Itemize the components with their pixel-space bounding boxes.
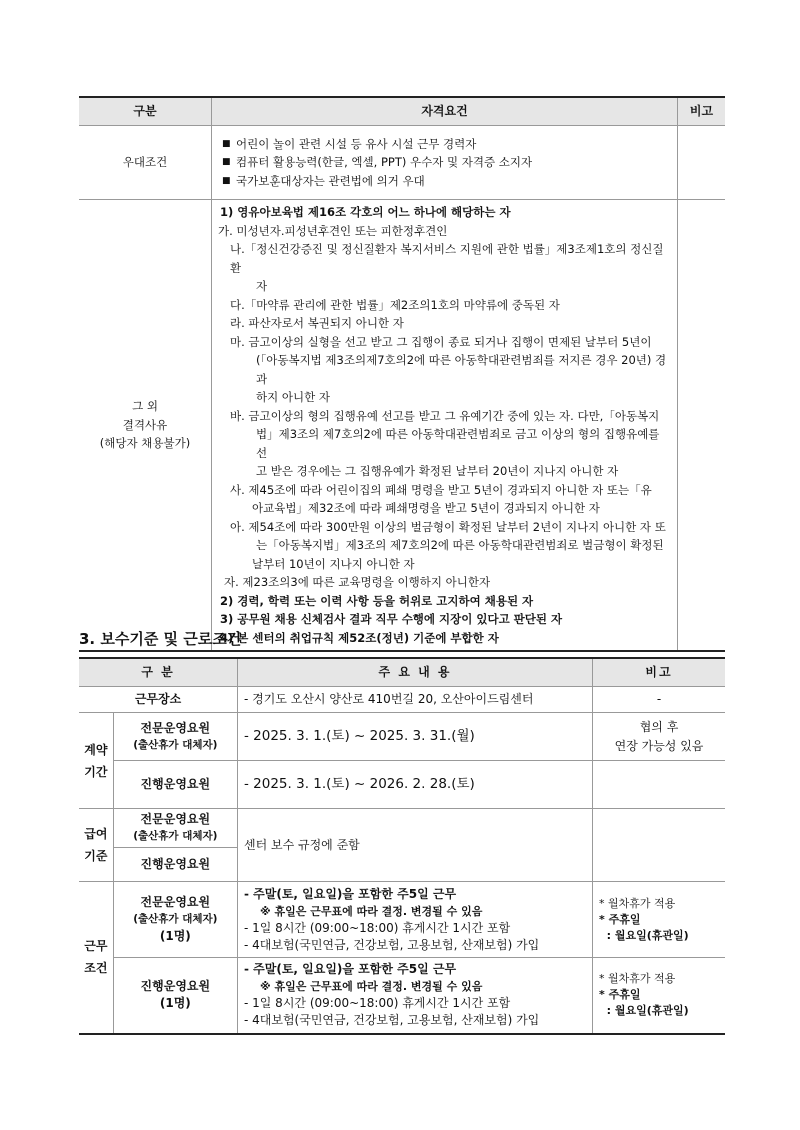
work-line: - 4대보험(국민연금, 건강보험, 고용보험, 산재보험) 가입 <box>244 937 540 952</box>
preferred-label: 우대조건 <box>79 126 212 200</box>
sub-item-ja: 자. 제23조의3에 따른 교육명령을 이행하지 아니한자 <box>224 575 491 589</box>
group-label-line: 계약 <box>84 742 108 757</box>
contract-row-pro <box>79 713 725 761</box>
header-note: 비고 <box>593 658 726 687</box>
table-header-row <box>79 658 725 687</box>
contract-period-prog: - 2025. 3. 1.(토) ~ 2026. 2. 28.(토) <box>238 761 593 809</box>
disqualify-label <box>79 200 212 652</box>
work-group-label <box>79 882 113 1034</box>
salary-role-prog: 진행운영요원 <box>113 848 237 882</box>
group-label-line: 기준 <box>84 849 108 863</box>
disqualify-label-line: 결격사유 <box>122 417 168 432</box>
contract-row-prog <box>79 761 725 809</box>
sub-item-line: 나.「정신건강증진 및 정신질환자 복지서비스 지원에 관한 법률」제3조제1호의 정신질환 <box>230 242 664 275</box>
table-header-row <box>79 97 725 126</box>
role-sub: (출산휴가 대체자) <box>133 738 218 751</box>
disqualify-label-line: 그 외 <box>132 399 158 414</box>
disqualify-item-4: 4) 본 센터의 취업규칙 제52조(정년) 기준에 부합한 자 <box>220 630 499 645</box>
sub-item-line: 고 받은 경우에는 그 집행유예가 확정된 날부터 20년이 지나지 아니한 자 <box>256 464 619 478</box>
list-item: ■ 컴퓨터 활용능력(한글, 엑셀, PPT) 우수자 및 자격증 소지자 <box>222 153 671 172</box>
contract-period-pro: - 2025. 3. 1.(토) ~ 2025. 3. 31.(월) <box>238 713 593 761</box>
group-label-line: 기간 <box>84 764 108 779</box>
workplace-label: 근무장소 <box>79 687 238 713</box>
work-line: - 4대보험(국민연금, 건강보험, 고용보험, 산재보험) 가입 <box>244 1013 540 1028</box>
preferred-row <box>79 126 725 200</box>
note-line: * 주휴일 <box>599 912 641 926</box>
role-name: 전문운영요원 <box>140 720 211 735</box>
sub-item-ra: 라. 파산자로서 복권되지 아니한 자 <box>230 316 404 330</box>
note-line: : 월요일(휴관일) <box>599 928 689 942</box>
work-line: - 1일 8시간 (09:00~18:00) 휴게시간 1시간 포함 <box>244 920 511 935</box>
contract-role-pro <box>113 713 237 761</box>
sub-item-line: 아. 제54조에 따라 300만원 이상의 벌금형이 확정된 날부터 2년이 지나지 아니한 자 또 <box>230 519 666 534</box>
sub-item-na <box>220 240 673 296</box>
disqualify-note <box>678 200 726 652</box>
sub-item-line: 아교육법」제32조에 따라 폐쇄명령을 받고 5년이 경과되지 아니한 자 <box>252 501 600 515</box>
sub-item-ma <box>220 333 673 407</box>
sub-item-line: 법」제3조의 제7호의2에 따른 아동학대관련범죄로 금고 이상의 형의 집행유예를 선 <box>256 427 660 460</box>
workplace-value: - 경기도 오산시 양산로 410번길 20, 오산아이드림센터 <box>238 687 593 713</box>
header-requirements: 자격요건 <box>212 97 678 126</box>
role-sub: (출산휴가 대체자) <box>133 913 218 925</box>
sub-item-sa <box>220 481 673 518</box>
work-line: - 주말(토, 일요일)을 포함한 주5일 근무 <box>244 886 457 901</box>
qualification-table <box>79 96 725 652</box>
contract-note-empty <box>593 761 726 809</box>
disqualify-content <box>212 200 678 652</box>
sub-item-line: 하지 아니한 자 <box>256 390 330 404</box>
sub-item-line: 는「아동복지법」제3조의 제7호의2에 따른 아동학대관련범죄로 벌금형이 확정된 <box>256 538 664 552</box>
sub-item-line: 자 <box>256 279 268 293</box>
sub-item-ga: 가. 미성년자.피성년후견인 또는 피한정후견인 <box>218 223 448 238</box>
work-note-pro <box>593 882 726 958</box>
list-item: ■ 국가보훈대상자는 관련법에 의거 우대 <box>222 172 671 191</box>
workplace-note: - <box>593 687 726 713</box>
role-name: 진행운영요원 <box>140 979 211 994</box>
workplace-row <box>79 687 725 713</box>
role-name: 전문운영요원 <box>140 812 211 826</box>
sub-item-a <box>220 518 673 574</box>
header-category: 구 분 <box>79 658 238 687</box>
salary-group-label <box>79 809 113 882</box>
work-role-pro <box>113 882 237 958</box>
preferred-note <box>678 126 726 200</box>
sub-item-line: (「아동복지법 제3조의제7호의2에 따른 아동학대관련범죄를 저지른 경우 20년) 경과 <box>256 353 667 386</box>
salary-note <box>593 809 726 882</box>
salary-value: 센터 보수 규정에 준함 <box>238 809 593 882</box>
salary-row-pro <box>79 809 725 848</box>
note-line: 연장 가능성 있음 <box>614 738 704 753</box>
sub-item-ba <box>220 407 673 481</box>
preferred-content <box>212 126 678 200</box>
sub-item-line: 사. 제45조에 따라 어린이집의 폐쇄 명령을 받고 5년이 경과되지 아니한 자 또는「유 <box>230 482 652 497</box>
group-label-line: 근무 <box>84 939 108 954</box>
work-role-prog <box>113 958 237 1034</box>
disqualify-row <box>79 200 725 652</box>
work-line: - 주말(토, 일요일)을 포함한 주5일 근무 <box>244 962 457 977</box>
disqualify-label-line: (해당자 채용불가) <box>99 436 191 451</box>
sub-item-line: 날부터 10년이 지나지 아니한 자 <box>252 556 415 571</box>
group-label-line: 급여 <box>84 827 108 841</box>
note-line: * 월차휴가 적용 <box>599 896 676 910</box>
preferred-list <box>222 135 671 191</box>
work-row-pro <box>79 882 725 958</box>
work-content-prog <box>238 958 593 1034</box>
note-line: : 월요일(휴관일) <box>599 1004 689 1018</box>
work-line: - 1일 8시간 (09:00~18:00) 휴게시간 1시간 포함 <box>244 996 511 1011</box>
role-sub: (출산휴가 대체자) <box>133 830 218 842</box>
disqualify-item-2: 2) 경력, 학력 또는 이력 사항 등을 허위로 고지하여 채용된 자 <box>220 593 534 608</box>
salary-role-pro <box>113 809 237 848</box>
header-content: 주 요 내 용 <box>238 658 593 687</box>
work-line: ※ 휴일은 근무표에 따라 결정. 변경될 수 있음 <box>260 904 483 918</box>
sub-item-da: 다.「마약류 관리에 관한 법률」제2조의1호의 마약류에 중독된 자 <box>230 297 560 312</box>
work-row-prog <box>79 958 725 1034</box>
disqualify-item-3: 3) 공무원 채용 신체검사 결과 직무 수행에 지장이 있다고 판단된 자 <box>220 612 563 626</box>
list-item: ■ 어린이 놀이 관련 시설 등 유사 시설 근무 경력자 <box>222 135 671 154</box>
note-line: * 월차휴가 적용 <box>599 972 676 986</box>
section-3-title: 3. 보수기준 및 근로조건 <box>79 630 242 648</box>
work-content-pro <box>238 882 593 958</box>
header-note: 비고 <box>678 97 726 126</box>
contract-role-prog: 진행운영요원 <box>113 761 237 809</box>
disqualify-item-1: 1) 영유아보육법 제16조 각호의 어느 하나에 해당하는 자 <box>220 205 511 219</box>
role-count: (1명) <box>159 929 191 943</box>
note-line: 협의 후 <box>639 719 679 734</box>
sub-item-line: 바. 금고이상의 형의 집행유예 선고를 받고 그 유예기간 중에 있는 자. 다만,「아동복지 <box>230 408 660 423</box>
contract-note <box>593 713 726 761</box>
role-name: 전문운영요원 <box>140 895 211 909</box>
work-note-prog <box>593 958 726 1034</box>
work-line: ※ 휴일은 근무표에 따라 결정. 변경될 수 있음 <box>260 980 483 994</box>
group-label-line: 조건 <box>84 961 108 976</box>
contract-group-label <box>79 713 113 809</box>
header-category: 구분 <box>79 97 212 126</box>
role-count: (1명) <box>159 996 191 1011</box>
sub-item-line: 마. 금고이상의 실형을 선고 받고 그 집행이 종료 되거나 집행이 면제된 날부터 5년이 <box>230 334 652 349</box>
conditions-table <box>79 657 725 1035</box>
note-line: * 주휴일 <box>599 988 641 1002</box>
